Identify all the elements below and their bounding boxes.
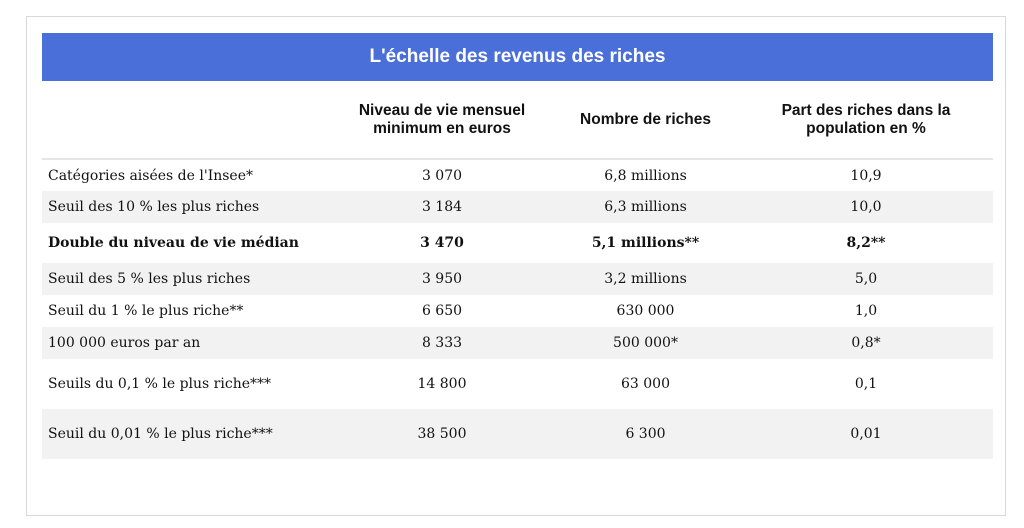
row-nombre: 6,8 millions (604, 167, 687, 184)
row-nombre: 6 300 (552, 409, 739, 459)
row-nombre: 630 000 (616, 303, 675, 319)
header-nombre: Nombre de riches (552, 81, 739, 159)
row-part: 0,1 (854, 376, 878, 392)
row-part: 0,01 (739, 409, 993, 459)
row-nombre: 500 000* (552, 327, 739, 359)
header-row (42, 81, 993, 159)
income-table (42, 81, 993, 459)
table-row (42, 409, 993, 459)
row-part: 0,8* (739, 327, 993, 359)
row-label: Seuils du 0,1 % le plus riche*** (48, 376, 271, 392)
row-niveau: 3 070 (421, 167, 463, 184)
row-nombre: 3,2 millions (552, 263, 739, 295)
row-part: 5,0 (739, 263, 993, 295)
row-niveau: 3 184 (332, 191, 552, 223)
table-frame (26, 16, 1006, 516)
row-label: 100 000 euros par an (42, 327, 332, 359)
header-niveau: Niveau de vie mensuel minimum en euros (332, 81, 552, 159)
row-part: 10,0 (739, 191, 993, 223)
row-label: Seuil du 1 % le plus riche** (48, 303, 244, 319)
row-label: Seuil du 0,01 % le plus riche*** (42, 409, 332, 459)
table-row (42, 295, 993, 327)
row-niveau: 38 500 (332, 409, 552, 459)
row-niveau: 14 800 (417, 376, 467, 392)
table-row (42, 327, 993, 359)
table-row (42, 159, 993, 191)
table-row (42, 263, 993, 295)
row-niveau: 8 333 (332, 327, 552, 359)
header-part: Part des riches dans la population en % (739, 81, 993, 159)
row-part: 1,0 (854, 303, 878, 319)
row-niveau: 6 650 (421, 303, 463, 319)
row-nombre: 63 000 (621, 376, 670, 392)
row-label: Catégories aisées de l'Insee* (48, 167, 253, 184)
table-row (42, 191, 993, 223)
row-niveau: 3 470 (420, 235, 464, 251)
row-label: Seuil des 10 % les plus riches (42, 191, 332, 223)
row-part: 10,9 (850, 167, 882, 184)
header-label (42, 81, 332, 159)
table-title: L'échelle des revenus des riches (42, 33, 993, 81)
row-niveau: 3 950 (332, 263, 552, 295)
row-label: Seuil des 5 % les plus riches (42, 263, 332, 295)
row-label: Double du niveau de vie médian (48, 235, 299, 251)
row-nombre: 6,3 millions (552, 191, 739, 223)
row-part: 8,2** (846, 235, 886, 251)
table-row (42, 359, 993, 409)
table-row (42, 223, 993, 263)
row-nombre: 5,1 millions** (591, 235, 700, 251)
